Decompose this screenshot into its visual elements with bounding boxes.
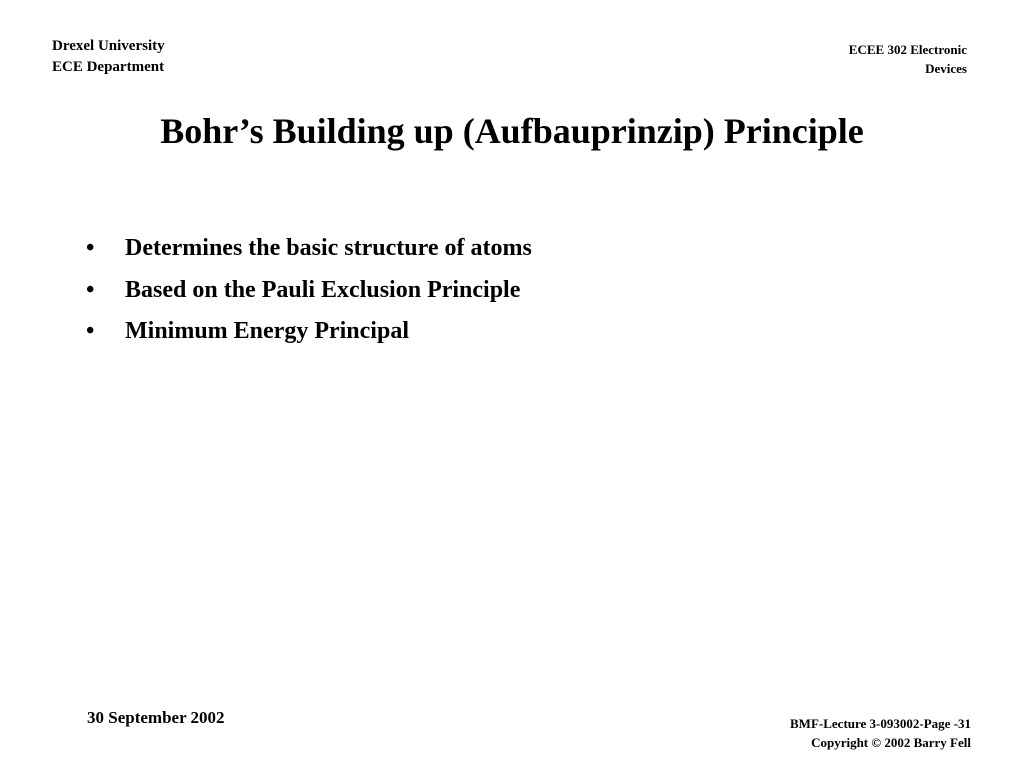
copyright-notice: Copyright © 2002 Barry Fell <box>811 735 971 750</box>
bullet-icon: • <box>86 318 95 344</box>
bullet-text: Determines the basic structure of atoms <box>125 235 532 261</box>
bullet-item <box>86 311 532 353</box>
footer-page-info <box>790 714 971 752</box>
bullet-item <box>86 228 532 270</box>
header-institution <box>52 36 165 78</box>
header-course <box>849 40 967 78</box>
slide-title: Bohr’s Building up (Aufbauprinzip) Principle <box>160 111 864 151</box>
bullet-item <box>86 270 532 312</box>
bullet-icon: • <box>86 276 95 303</box>
institution-name: Drexel University <box>52 38 165 54</box>
page-reference: BMF-Lecture 3-093002-Page -31 <box>790 716 971 731</box>
bullet-text: Based on the Pauli Exclusion Principle <box>125 276 521 303</box>
bullet-list <box>86 228 532 353</box>
bullet-text: Minimum Energy Principal <box>125 318 409 344</box>
course-name-line1: ECEE 302 Electronic <box>848 42 967 57</box>
footer-date: 30 September 2002 <box>87 708 225 727</box>
department-name: ECE Department <box>52 59 165 75</box>
course-name-line2: Devices <box>925 61 967 76</box>
bullet-icon: • <box>86 235 95 261</box>
